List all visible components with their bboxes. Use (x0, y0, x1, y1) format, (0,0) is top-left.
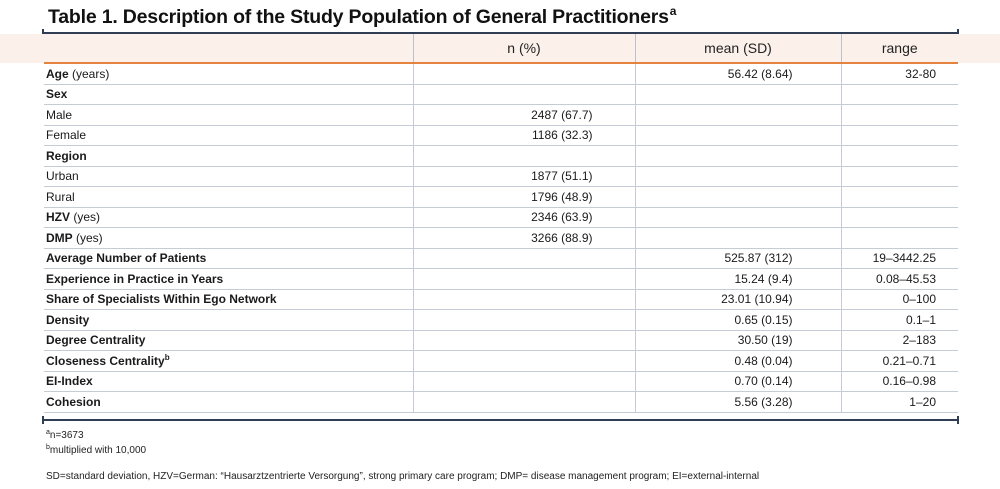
cell-range (841, 187, 958, 208)
cell-mean (635, 187, 841, 208)
table-row (44, 248, 958, 269)
cell-range (841, 105, 958, 126)
column-header-range: range (841, 34, 958, 63)
row-label: Age (years) (46, 66, 110, 81)
row-label: Male (44, 105, 413, 126)
cell-mean: 23.01 (10.94) (635, 289, 841, 310)
column-header-n: n (%) (413, 34, 635, 63)
footnote-b: $^b$multiplied with 10,000 (46, 444, 147, 456)
cell-mean (635, 166, 841, 187)
table-row (44, 125, 958, 146)
table-header-row (44, 34, 958, 63)
table-row (44, 289, 958, 310)
cell-n: 1796 (48.9) (413, 187, 635, 208)
cell-range: 0.21–0.71 (841, 351, 958, 372)
study-population-table (44, 34, 958, 413)
footnote-abbreviations: SD=standard deviation, HZV=German: “Hausarztzentrierte Versorgung”, strong primary care program; DMP= disease management program; EI=external-internal (46, 471, 760, 482)
table-row (44, 228, 958, 249)
row-label: Share of Specialists Within Ego Network (44, 289, 413, 310)
table-row (44, 269, 958, 290)
cell-n (413, 371, 635, 392)
column-header-label (44, 34, 413, 63)
cell-mean (635, 228, 841, 249)
cell-n (413, 289, 635, 310)
footnote-a: $^a$n=3673 (46, 429, 84, 441)
table-row (44, 310, 958, 331)
table-row (44, 84, 958, 105)
title-footnote-mark: a (669, 4, 677, 18)
cell-n: 1877 (51.1) (413, 166, 635, 187)
table-row (44, 187, 958, 208)
cell-n (413, 248, 635, 269)
cell-n (413, 351, 635, 372)
table-row (44, 330, 958, 351)
row-label: Degree Centrality (44, 330, 413, 351)
cell-mean: 0.48 (0.04) (635, 351, 841, 372)
cell-range: 0.08–45.53 (841, 269, 958, 290)
cell-range (841, 146, 958, 167)
cell-mean: 30.50 (19) (635, 330, 841, 351)
row-label: Rural (44, 187, 413, 208)
table-row (44, 146, 958, 167)
cell-mean: 0.65 (0.15) (635, 310, 841, 331)
cell-mean (635, 125, 841, 146)
cell-mean (635, 146, 841, 167)
bottom-rule (42, 419, 959, 421)
row-label: HZV (yes) (44, 207, 413, 228)
cell-range: 19–3442.25 (841, 248, 958, 269)
cell-mean: 15.24 (9.4) (635, 269, 841, 290)
row-label: Region (44, 146, 413, 167)
cell-range: 1–20 (841, 392, 958, 413)
cell-n (413, 392, 635, 413)
cell-range: 2–183 (841, 330, 958, 351)
cell-range: 0.16–0.98 (841, 371, 958, 392)
table-row (44, 166, 958, 187)
cell-range: 0–100 (841, 289, 958, 310)
row-label: DMP (yes) (44, 228, 413, 249)
cell-n (413, 84, 635, 105)
row-label: EI-Index (44, 371, 413, 392)
table-row (44, 105, 958, 126)
cell-n (413, 146, 635, 167)
column-header-mean: mean (SD) (635, 34, 841, 63)
cell-n (413, 63, 635, 84)
cell-mean (635, 84, 841, 105)
row-label: Average Number of Patients (44, 248, 413, 269)
cell-n (413, 310, 635, 331)
table-row (44, 392, 958, 413)
cell-n: 1186 (32.3) (413, 125, 635, 146)
cell-mean: 525.87 (312) (635, 248, 841, 269)
table-row (44, 351, 958, 372)
cell-range (841, 84, 958, 105)
row-label: Closeness Centrality$^b$ (44, 351, 413, 372)
table-body (44, 63, 958, 412)
cell-mean: 0.70 (0.14) (635, 371, 841, 392)
table-row (44, 371, 958, 392)
row-label: Density (44, 310, 413, 331)
cell-range: 32-80 (841, 63, 958, 84)
cell-n: 2487 (67.7) (413, 105, 635, 126)
cell-n: 2346 (63.9) (413, 207, 635, 228)
cell-mean: 5.56 (3.28) (635, 392, 841, 413)
cell-n: 3266 (88.9) (413, 228, 635, 249)
table-row (44, 207, 958, 228)
table-row (44, 63, 958, 84)
cell-mean (635, 105, 841, 126)
row-label: Female (44, 125, 413, 146)
cell-range (841, 166, 958, 187)
cell-range (841, 125, 958, 146)
row-label: Cohesion (44, 392, 413, 413)
cell-range (841, 228, 958, 249)
row-label: Experience in Practice in Years (44, 269, 413, 290)
cell-n (413, 269, 635, 290)
table-title: Table 1. Description of the Study Population of General Practitioners$^a$ (48, 4, 677, 28)
row-label: Urban (44, 166, 413, 187)
cell-range (841, 207, 958, 228)
row-label: Sex (44, 84, 413, 105)
cell-mean: 56.42 (8.64) (635, 63, 841, 84)
cell-mean (635, 207, 841, 228)
cell-range: 0.1–1 (841, 310, 958, 331)
cell-n (413, 330, 635, 351)
